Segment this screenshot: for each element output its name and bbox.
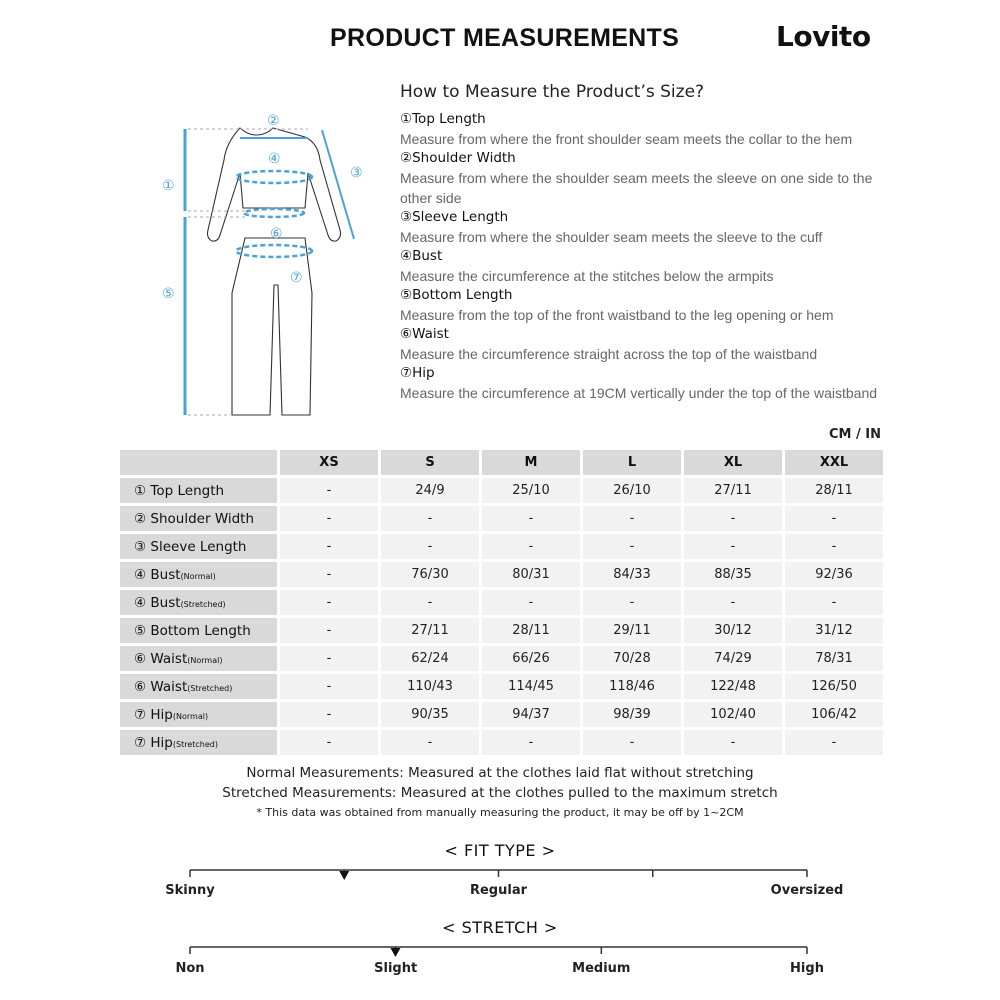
row-label-text: Shoulder Width bbox=[150, 510, 255, 527]
guide-item-desc: Measure the circumference at the stitches below the armpits bbox=[400, 268, 774, 284]
table-cell: - bbox=[684, 534, 782, 559]
table-cell: - bbox=[381, 534, 479, 559]
table-cell: - bbox=[785, 730, 883, 755]
row-marker: ② bbox=[134, 510, 147, 527]
table-cell: 24/9 bbox=[381, 478, 479, 503]
row-label-text: Bottom Length bbox=[150, 622, 251, 639]
table-row bbox=[120, 646, 883, 671]
table-cell: 29/11 bbox=[583, 618, 681, 643]
fit-type-scale bbox=[0, 864, 1000, 884]
table-cell: 70/28 bbox=[583, 646, 681, 671]
guide-item-desc: Measure the circumference straight across the top of the waistband bbox=[400, 346, 818, 362]
guide-item bbox=[400, 149, 880, 208]
fit-type-title: < FIT TYPE > bbox=[444, 841, 556, 860]
marker-4: ④ bbox=[268, 151, 281, 167]
guide-item-desc: Measure from where the shoulder seam meets the sleeve to the cuff bbox=[400, 229, 823, 245]
table-cell: - bbox=[482, 590, 580, 615]
table-cell: - bbox=[280, 562, 378, 587]
table-cell: - bbox=[684, 730, 782, 755]
table-cell: - bbox=[381, 506, 479, 531]
table-row bbox=[120, 702, 883, 727]
row-marker: ⑥ bbox=[134, 678, 147, 695]
size-header: M bbox=[482, 450, 580, 475]
table-cell: - bbox=[280, 590, 378, 615]
table-cell: 94/37 bbox=[482, 702, 580, 727]
row-marker: ⑦ bbox=[134, 734, 147, 751]
pants-outline bbox=[232, 238, 312, 415]
table-row bbox=[120, 506, 883, 531]
table-cell: 30/12 bbox=[684, 618, 782, 643]
table-cell: 31/12 bbox=[785, 618, 883, 643]
table-cell: - bbox=[785, 534, 883, 559]
table-cell: - bbox=[482, 534, 580, 559]
guide-item-title: ①Top Length bbox=[400, 111, 486, 127]
table-corner bbox=[120, 450, 277, 475]
guide-item bbox=[400, 208, 880, 247]
table-row bbox=[120, 534, 883, 559]
row-label bbox=[120, 506, 277, 531]
table-cell: - bbox=[684, 590, 782, 615]
row-label-sub: (Normal) bbox=[187, 655, 223, 665]
marker-7: ⑦ bbox=[290, 270, 303, 286]
table-cell: 102/40 bbox=[684, 702, 782, 727]
table-cell: - bbox=[280, 506, 378, 531]
row-label bbox=[120, 730, 277, 755]
table-cell: - bbox=[583, 506, 681, 531]
row-label bbox=[120, 534, 277, 559]
notes bbox=[0, 763, 1000, 823]
table-cell: - bbox=[280, 702, 378, 727]
table-cell: - bbox=[280, 674, 378, 699]
guide-item-title: ④Bust bbox=[400, 248, 443, 264]
size-table bbox=[117, 447, 886, 758]
size-header: XS bbox=[280, 450, 378, 475]
row-label-sub: (Normal) bbox=[172, 711, 209, 721]
guide-heading: How to Measure the Product’s Size? bbox=[400, 82, 705, 102]
measuring-guide bbox=[400, 82, 880, 403]
table-row bbox=[120, 562, 883, 587]
table-cell: - bbox=[583, 590, 681, 615]
size-header: XXL bbox=[785, 450, 883, 475]
table-row bbox=[120, 674, 883, 699]
unit-label: CM / IN bbox=[829, 427, 881, 442]
table-cell: 27/11 bbox=[381, 618, 479, 643]
top-outline bbox=[208, 128, 341, 241]
size-header: XL bbox=[684, 450, 782, 475]
table-cell: 92/36 bbox=[785, 562, 883, 587]
marker-2: ② bbox=[267, 113, 280, 129]
scale-label: Skinny bbox=[165, 883, 215, 898]
table-cell: 126/50 bbox=[785, 674, 883, 699]
note-disclaimer: * This data was obtained from manually measuring the product, it may be off by 1~2CM bbox=[256, 806, 744, 819]
table-cell: - bbox=[785, 590, 883, 615]
table-cell: 98/39 bbox=[583, 702, 681, 727]
row-label-text: Top Length bbox=[150, 482, 225, 499]
scale-label: Medium bbox=[572, 961, 631, 976]
table-cell: - bbox=[280, 478, 378, 503]
table-cell: 84/33 bbox=[583, 562, 681, 587]
row-label-text: Waist bbox=[150, 650, 188, 667]
marker-5: ⑤ bbox=[162, 286, 175, 302]
stretch-title: < STRETCH > bbox=[442, 918, 558, 937]
row-label-text: Hip bbox=[150, 706, 173, 723]
table-cell: 110/43 bbox=[381, 674, 479, 699]
guide-item bbox=[400, 247, 880, 286]
table-cell: 122/48 bbox=[684, 674, 782, 699]
marker-6: ⑥ bbox=[270, 226, 283, 242]
table-row bbox=[120, 618, 883, 643]
table-cell: 80/31 bbox=[482, 562, 580, 587]
table-cell: 114/45 bbox=[482, 674, 580, 699]
row-marker: ③ bbox=[134, 538, 147, 555]
guide-item-title: ②Shoulder Width bbox=[400, 150, 516, 166]
note-stretched: Stretched Measurements: Measured at the clothes pulled to the maximum stretch bbox=[222, 785, 778, 801]
table-cell: 25/10 bbox=[482, 478, 580, 503]
table-row bbox=[120, 478, 883, 503]
row-label-sub: (Normal) bbox=[180, 571, 216, 581]
row-marker: ④ bbox=[134, 594, 147, 611]
row-marker: ① bbox=[134, 482, 147, 499]
table-cell: - bbox=[684, 506, 782, 531]
scale-label: Non bbox=[175, 961, 205, 976]
guide-item-title: ⑤Bottom Length bbox=[400, 287, 513, 303]
table-cell: 66/26 bbox=[482, 646, 580, 671]
table-cell: 28/11 bbox=[785, 478, 883, 503]
guide-item bbox=[400, 110, 880, 149]
table-cell: 62/24 bbox=[381, 646, 479, 671]
row-label bbox=[120, 590, 277, 615]
size-header: S bbox=[381, 450, 479, 475]
table-cell: - bbox=[280, 730, 378, 755]
guide-item-title: ⑥Waist bbox=[400, 326, 449, 342]
page-title: PRODUCT MEASUREMENTS bbox=[330, 24, 680, 52]
table-cell: - bbox=[583, 534, 681, 559]
scale-label: High bbox=[790, 961, 824, 976]
note-normal: Normal Measurements: Measured at the clothes laid flat without stretching bbox=[246, 765, 754, 781]
scale-indicator bbox=[339, 871, 349, 880]
scale-label: Slight bbox=[374, 961, 418, 976]
row-label-sub: (Stretched) bbox=[172, 739, 218, 749]
table-cell: - bbox=[280, 646, 378, 671]
guide-item bbox=[400, 364, 880, 403]
table-cell: - bbox=[482, 506, 580, 531]
row-marker: ④ bbox=[134, 566, 147, 583]
guide-item-desc: Measure the circumference at 19CM vertically under the top of the waistband bbox=[400, 385, 878, 401]
row-label bbox=[120, 646, 277, 671]
row-marker: ⑤ bbox=[134, 622, 147, 639]
guide-item-title: ③Sleeve Length bbox=[400, 209, 509, 225]
scale-indicator bbox=[390, 948, 400, 957]
row-marker: ⑥ bbox=[134, 650, 147, 667]
marker-3: ③ bbox=[350, 165, 363, 181]
table-cell: 76/30 bbox=[381, 562, 479, 587]
table-cell: - bbox=[280, 618, 378, 643]
table-cell: 90/35 bbox=[381, 702, 479, 727]
row-label-sub: (Stretched) bbox=[187, 683, 233, 693]
row-label-text: Hip bbox=[150, 734, 173, 751]
row-label-sub: (Stretched) bbox=[180, 599, 226, 609]
guide-item-desc: Measure from where the shoulder seam meets the sleeve on one side to the other side bbox=[400, 170, 873, 206]
row-label-text: Bust bbox=[150, 594, 181, 611]
table-cell: 27/11 bbox=[684, 478, 782, 503]
guide-item-title: ⑦Hip bbox=[400, 365, 435, 381]
row-marker: ⑦ bbox=[134, 706, 147, 723]
table-cell: 118/46 bbox=[583, 674, 681, 699]
row-label bbox=[120, 618, 277, 643]
row-label bbox=[120, 702, 277, 727]
table-row bbox=[120, 730, 883, 755]
guide-item bbox=[400, 286, 880, 325]
table-cell: - bbox=[381, 730, 479, 755]
guide-item-desc: Measure from the top of the front waistband to the leg opening or hem bbox=[400, 307, 834, 323]
table-cell: 106/42 bbox=[785, 702, 883, 727]
stretch-scale bbox=[0, 941, 1000, 961]
table-cell: 26/10 bbox=[583, 478, 681, 503]
table-cell: - bbox=[482, 730, 580, 755]
guide-item-desc: Measure from where the front shoulder seam meets the collar to the hem bbox=[400, 131, 853, 147]
table-cell: - bbox=[785, 506, 883, 531]
brand-logo: Lovito bbox=[776, 20, 871, 53]
table-cell: 88/35 bbox=[684, 562, 782, 587]
table-cell: - bbox=[381, 590, 479, 615]
table-row bbox=[120, 590, 883, 615]
row-label bbox=[120, 478, 277, 503]
scale-label: Oversized bbox=[770, 883, 844, 898]
garment-diagram bbox=[140, 105, 380, 425]
row-label-text: Sleeve Length bbox=[150, 538, 247, 555]
table-cell: 28/11 bbox=[482, 618, 580, 643]
row-label-text: Waist bbox=[150, 678, 188, 695]
row-label bbox=[120, 562, 277, 587]
table-cell: 74/29 bbox=[684, 646, 782, 671]
table-cell: - bbox=[280, 534, 378, 559]
table-cell: - bbox=[583, 730, 681, 755]
guide-item bbox=[400, 325, 880, 364]
row-label bbox=[120, 674, 277, 699]
row-label-text: Bust bbox=[150, 566, 181, 583]
size-header: L bbox=[583, 450, 681, 475]
scale-label: Regular bbox=[469, 883, 528, 898]
marker-1: ① bbox=[162, 178, 175, 194]
table-cell: 78/31 bbox=[785, 646, 883, 671]
